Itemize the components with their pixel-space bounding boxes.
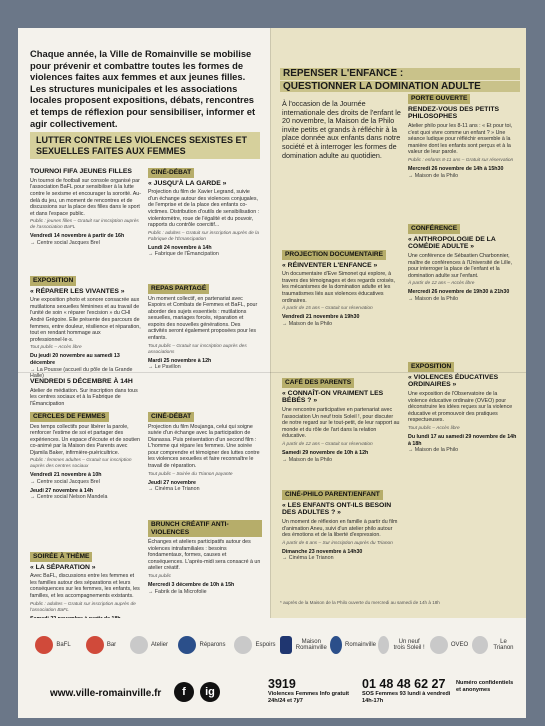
event-block-cafe — [282, 378, 400, 463]
event-body: Une rencontre participative en partenariat avec l'association Un neuf trois Soleil !, pour discuter de notre regard sur le tout-petit, de leur rapport au monde et du rôle de l'art dans la relation éducative. — [282, 407, 400, 440]
partner-logo: Bar — [78, 632, 124, 658]
event-body: Un moment collectif, en partenariat avec Espoirs et Combats de Femmes et BaFL, pour aborder des sujets essentiels : mutilations sexuelles, mariages forcés, réparation et espoirs des nouvelles générations. Des activités seront également proposées pour les enfants. — [148, 295, 258, 342]
right-heading-line: REPENSER L'ENFANCE : — [280, 68, 520, 80]
event-place: → Fabrik de la Microfolie — [148, 588, 207, 595]
event-meta: À partir de 15 ans – Gratuit sur réservation — [282, 306, 373, 312]
right-heading — [280, 68, 520, 93]
event-meta: À partir de 12 ans – Gratuit sur réservation — [282, 442, 373, 448]
event-tag: CINÉ-PHILO PARENT/ENFANT — [282, 490, 383, 500]
event-place: → Cinéma Le Trianon — [148, 486, 200, 493]
website-link[interactable]: www.ville-romainville.fr — [50, 688, 162, 699]
panel-right-top — [270, 28, 526, 372]
partner-logo: OVEO — [428, 632, 470, 658]
partner-logo: BaFL — [30, 632, 76, 658]
event-body: Une exposition photo et sonore consacrée aux mutilations sexuelles féminines et au travail de l'unité de soin « réparer l'excision » du CHI André Grégoire. Elle présente des parcours de femmes, entre douleur, résilience et réparation, tout en rendant hommage aux professionnel·le·s. — [30, 297, 141, 343]
panel-left-bottom — [18, 372, 270, 618]
event-body: Projection du film de Xavier Legrand, suivie d'un échange autour des violences conjugales, de l'emprise et de la place des enfants co-victimes. Distribution d'outils de sensibilisation : violentomètre, roue de l'égalité et du pouvoir, rapports du contrôle coercitif... — [148, 189, 260, 229]
event-block-mediation — [30, 378, 142, 410]
event-title: « ANTHROPOLOGIE DE LA COMÉDIE ADULTE » — [408, 235, 496, 251]
event-block-cine-debat-2 — [148, 412, 262, 493]
event-tag: CINÉ-DÉBAT — [148, 412, 194, 422]
event-title: « RÉPARER LES VIVANTES » — [30, 287, 125, 295]
event-title: « CONNAÎT-ON VRAIMENT LES BÉBÉS ? » — [282, 389, 384, 405]
event-body: Des temps collectifs pour libérer la parole, renforcer l'estime de soi et partager des expériences. Un espace d'écoute et de soutien co-animé par la Maison des Parents avec Djamila Baker, infirmière-puéricultrice. — [30, 423, 140, 456]
event-date: Mardi 25 novembre à 12h — [148, 357, 212, 364]
event-title: « LES ENFANTS ONT-ILS BESOIN DES ADULTES ? » — [282, 501, 392, 517]
event-date: Samedi 29 novembre de 10h à 12h — [282, 450, 369, 457]
event-date: Vendredi 14 novembre à partir de 16h — [30, 233, 125, 240]
leaflet — [18, 28, 526, 718]
event-title: VENDREDI 5 DÉCEMBRE À 14H — [30, 378, 133, 385]
fold-line-horizontal — [18, 372, 526, 373]
facebook-icon[interactable]: f — [174, 682, 194, 702]
event-place: → La Pousse (accueil du pôle de la Grande Halle) — [30, 366, 133, 380]
event-tag: EXPOSITION — [30, 276, 76, 286]
event-title: « LA SÉPARATION » — [30, 563, 96, 571]
event-meta: Tout public – Accès libre — [408, 426, 460, 432]
event-tag: CONFÉRENCE — [408, 224, 460, 234]
event-title: « VIOLENCES ÉDUCATIVES ORDINAIRES » — [408, 373, 499, 389]
event-date: Mercredi 3 décembre de 10h à 15h — [148, 581, 235, 588]
event-tag: REPAS PARTAGÉ — [148, 284, 209, 294]
event-body: Échanges et ateliers participatifs autour des violences intrafamiliales : besoins fondamentaux, formes, causes et conséquences. L'après-midi sera consacré à un atelier créatif. — [148, 539, 261, 572]
event-meta: Public : adultes – Gratuit sur inscription auprès de la Fabrique de l'Émancipation — [148, 230, 259, 242]
event-title: TOURNOI FIFA JEUNES FILLES — [30, 168, 132, 175]
event-tag: EXPOSITION — [408, 362, 454, 372]
event-meta: Tout public — [148, 573, 172, 579]
footnote: * auprès de la Maison de la Philo ouverte du mercredi au samedi de 14h à 18h — [280, 600, 440, 605]
event-meta: Public : enfants 8-11 ans – Gratuit sur réservation — [408, 158, 514, 164]
event-tag: SOIRÉE À THÈME — [30, 552, 92, 562]
event-date: Mercredi 26 novembre de 14h à 15h30 — [408, 166, 504, 173]
right-intro: À l'occasion de la Journée internationale des droits de l'enfant le 20 novembre, la Maison de la Philo invite petits et grands à réfléchir à la place donnée aux enfants dans notre société et à interroger les formes de domination adulte au quotidien. — [282, 99, 401, 160]
footer — [18, 618, 526, 718]
event-meta: À partir de 12 ans – Accès libre — [408, 281, 475, 287]
panel-right-bottom — [270, 363, 526, 618]
logo-mark-icon — [430, 636, 448, 654]
event-date: Du jeudi 20 novembre au samedi 13 décembre — [30, 353, 120, 367]
event-block-conference — [408, 224, 518, 303]
event-meta: Public : adultes – Gratuit sur inscription auprès de l'association BaFL — [30, 601, 136, 613]
event-body: Une conférence de Sébastien Charbonnier, maître de conférences à l'Université de Lille, pour interroger la place de l'enfant et la domination adulte sur l'enfant. — [408, 253, 513, 279]
logo-mark-icon — [178, 636, 196, 654]
logo-mark-icon — [234, 636, 252, 654]
instagram-icon[interactable]: ig — [200, 682, 220, 702]
logo-mark-icon — [35, 636, 53, 654]
event-tag: CINÉ-DÉBAT — [148, 168, 194, 178]
event-title: RENDEZ-VOUS DES PETITS PHILOSOPHES — [408, 105, 500, 121]
event-meta: Public : jeunes filles – Gratuit sur inscription auprès de l'association BaFL — [30, 219, 139, 231]
event-place: → Maison de la Philo — [282, 456, 333, 463]
right-heading-line: QUESTIONNER LA DOMINATION ADULTE — [280, 81, 520, 93]
partner-logo: Maison Romainville — [280, 632, 328, 658]
event-date: Lundi 24 novembre à 14h — [148, 244, 212, 251]
event-block-cercles — [30, 412, 142, 501]
event-meta: Public : femmes adultes – Gratuit sur inscription auprès des centres sociaux — [30, 458, 132, 470]
event-tag: PROJECTION DOCUMENTAIRE — [282, 250, 386, 260]
event-place: → Fabrique de l'Émancipation — [148, 251, 219, 258]
event-date: Jeudi 27 novembre à 14h — [30, 487, 94, 494]
partner-logo: Espoirs — [232, 632, 278, 658]
fold-line-vertical — [270, 28, 271, 618]
event-block-cine-garde — [148, 168, 260, 258]
phone-sos-femmes: 01 48 48 62 27 SOS Femmes 93 lundi à vendredi 14h-17h — [362, 677, 451, 704]
event-block-cine-philo — [282, 490, 400, 562]
event-body: Atelier de médiation. Sur inscription dans tous les centres sociaux et à la Fabrique de l'Émancipation — [30, 387, 138, 407]
event-block-porte-ouverte — [408, 94, 518, 179]
partner-logo: Le Trianon — [472, 632, 516, 658]
event-date: Jeudi 27 novembre — [148, 479, 196, 486]
logo-mark-icon — [472, 636, 488, 654]
event-block-expo-vivantes — [30, 276, 142, 380]
event-place: → Maison de la Philo — [408, 172, 459, 179]
event-block-repas — [148, 284, 260, 371]
event-meta: À partir de 6 ans – Sur inscription auprès du Trianon — [282, 540, 393, 546]
event-body: Un documentaire d'Eve Simonet qui explore, à travers des témoignages et des regards croisés, les mécanismes de la domination adulte et les traumatismes liés aux violences éducatives ordinaires. — [282, 271, 396, 304]
event-block-brunch — [148, 520, 262, 595]
intro-text: Chaque année, la Ville de Romainville se mobilise pour prévenir et combattre toutes les formes de violences faites aux femmes et aux jeunes filles. Les structures municipales et les associations locales proposent expositions, débats, rencontres et temps de réflexion pour sensibiliser, informer et agir collectivement. — [30, 48, 256, 129]
event-date: Mercredi 26 novembre de 19h30 à 21h30 — [408, 289, 510, 296]
event-place: → Maison de la Philo — [282, 320, 333, 327]
logo-mark-icon — [378, 636, 389, 654]
logo-mark-icon — [86, 636, 104, 654]
partner-logo: Un neuf trois Soleil ! — [378, 632, 426, 658]
event-body: Un moment de réflexion en famille à partir du film d'animation Aneu, suivi d'un atelier philo autour des émotions et de la liberté d'expression. — [282, 519, 398, 539]
event-date: Vendredi 21 novembre à 19h30 — [282, 314, 360, 321]
event-date: Vendredi 21 novembre à 10h — [30, 472, 102, 479]
partner-logo: Réparons — [174, 632, 230, 658]
event-tag: CAFÉ DES PARENTS — [282, 378, 354, 388]
event-title: « JUSQU'À LA GARDE » — [148, 179, 227, 187]
event-body: Atelier philo pour les 8-11 ans : « Et pour toi, c'est quoi vivre comme un enfant ? » Une séance ludique pour réfléchir ensemble à la manière dont les enfants sont perçus et à la valeur de leur parole. — [408, 123, 513, 156]
event-date: Du lundi 17 au samedi 29 novembre de 14h à 18h — [408, 434, 517, 447]
event-block-expo-oveo — [408, 362, 518, 454]
event-meta: Tout public – Accès libre — [30, 345, 82, 351]
event-place: → Centre social Jacques Brel — [30, 239, 100, 246]
event-tag: PORTE OUVERTE — [408, 94, 470, 104]
logo-mark-icon — [280, 636, 292, 654]
phone-3919: 3919 Violences Femmes Info gratuit 24h/24 et 7j/7 — [268, 677, 350, 704]
event-meta: Tout public – Soirée du Trianon payante — [148, 471, 233, 477]
event-date: Dimanche 23 novembre à 14h30 — [282, 548, 363, 555]
section-banner-left: LUTTER CONTRE LES VIOLENCES SEXISTES ET SEXUELLES FAITES AUX FEMMES — [30, 132, 260, 159]
logo-mark-icon — [330, 636, 342, 654]
logo-mark-icon — [130, 636, 148, 654]
event-body: Projection du film Moujanga, celui qui soigne suivie d'un échange avec la participation de Dianassa. Puis présentation d'un second film : L'homme qui répare les femmes. Une soirée pour comprendre et témoigner des luttes contre les violences sexuelles et faire reconnaître le travail de réparation. — [148, 423, 260, 470]
event-body: Avec BaFL, discussions entre les femmes et les familles autour des séparations et leurs conséquences sur les femmes, les enfants, les familles, et les accompagnements existants. — [30, 573, 140, 600]
event-body: Une exposition de l'Observatoire de la violence éducative ordinaire (OVEO) pour déconstruire les idées reçues sur la violence éducative et promouvoir des pratiques respectueuses. — [408, 391, 513, 424]
event-place: → Maison de la Philo — [408, 296, 459, 303]
event-block-documentaire — [282, 250, 402, 327]
event-block-fifa — [30, 168, 142, 247]
event-place: → Maison de la Philo — [408, 447, 459, 454]
panel-left-top — [18, 28, 270, 380]
event-tag: BRUNCH CRÉATIF ANTI-VIOLENCES — [148, 520, 262, 537]
event-place: → Le Pavillon — [148, 364, 181, 371]
event-place: → Centre social Jacques Brel — [30, 479, 100, 486]
phone-note: Numéro confidentiels et anonymes — [456, 680, 514, 693]
partner-logos — [30, 632, 516, 662]
event-title: « RÉINVENTER L'ENFANCE » — [282, 261, 378, 269]
partner-logo: Atelier — [126, 632, 172, 658]
event-meta: Tout public – Gratuit sur inscription auprès des associations — [148, 343, 247, 355]
event-tag: CERCLES DE FEMMES — [30, 412, 109, 422]
event-place: → Centre social Nelson Mandela — [30, 494, 108, 501]
partner-logo: Romainville — [330, 632, 376, 658]
event-body: Un tournoi de football sur console organisé par l'association BaFL pour sensibiliser à la lutte contre le sexisme et encourager la sororité. Au-delà du jeu, un moment de rencontres et de discussions sur la place des filles dans le sport et dans l'espace public. — [30, 177, 141, 217]
event-place: → Cinéma Le Trianon — [282, 555, 334, 562]
